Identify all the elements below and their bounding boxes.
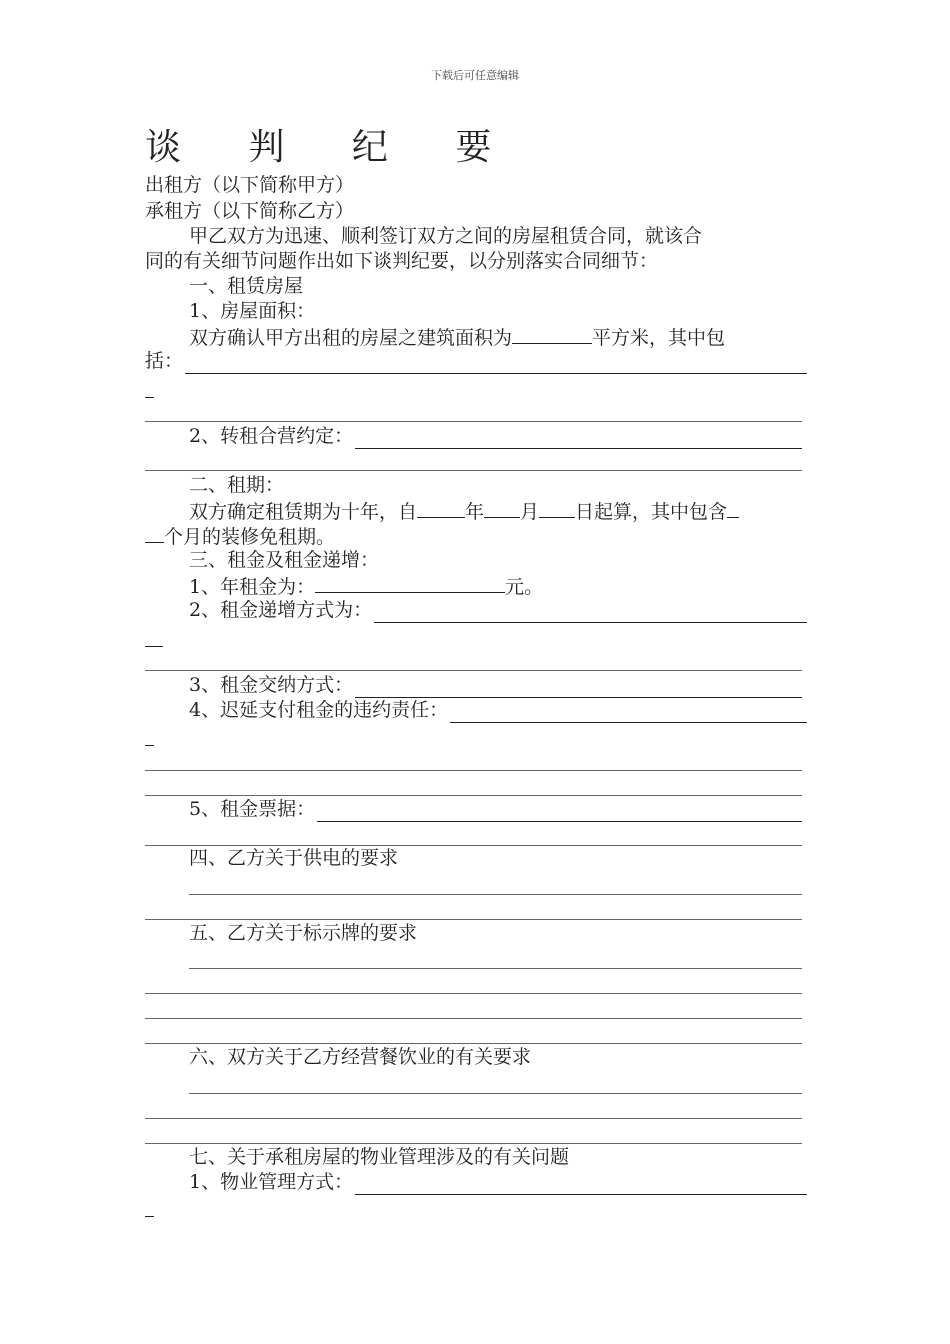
blank-line[interactable] [145, 470, 802, 471]
page-title: 谈 判 纪 要 [145, 127, 520, 168]
rent-receipt-label: 5、租金票据： [189, 798, 316, 820]
rent-payment-label: 3、租金交纳方式： [189, 674, 354, 696]
rent-payment-blank[interactable] [355, 678, 802, 698]
start-day-blank[interactable] [539, 498, 575, 518]
blank-line[interactable] [145, 993, 802, 994]
area-text-b: 平方米，其中包 [592, 327, 726, 349]
annual-rent-unit: 元。 [505, 576, 544, 598]
free-months-blank-start[interactable] [727, 498, 739, 518]
property-management-blank[interactable] [355, 1175, 807, 1195]
blank-line[interactable] [145, 421, 802, 422]
start-year-blank[interactable] [417, 498, 465, 518]
area-includes-blank[interactable] [185, 354, 807, 374]
intro-paragraph-line-2: 同的有关细节问题作出如下谈判纪要，以分别落实合同细节： [145, 250, 659, 272]
blank-line[interactable] [189, 968, 802, 969]
blank-line[interactable] [145, 1043, 802, 1044]
rent-payment-line [145, 673, 807, 698]
annual-rent-label: 1、年租金为： [189, 576, 316, 598]
term-paragraph [145, 498, 807, 523]
area-includes-line [145, 349, 807, 374]
blank-line[interactable] [145, 770, 802, 771]
free-months-blank[interactable] [145, 523, 164, 543]
blank-continuation [145, 1216, 154, 1217]
section-1-heading: 一、租赁房屋 [189, 275, 304, 297]
term-text-b: 个月的装修免租期。 [164, 526, 336, 548]
rent-receipt-line [145, 797, 807, 822]
intro-paragraph-line-1: 甲乙双方为迅速、顺利签订双方之间的房屋租赁合同，就该合 [189, 225, 703, 247]
property-management-label: 1、物业管理方式： [189, 1171, 354, 1193]
section-3-heading: 三、租金及租金递增： [189, 549, 380, 571]
rent-receipt-blank[interactable] [317, 802, 802, 822]
section-4-heading: 四、乙方关于供电的要求 [189, 847, 399, 869]
rent-increase-blank[interactable] [374, 603, 807, 623]
section-7-heading: 七、关于承租房屋的物业管理涉及的有关问题 [189, 1146, 570, 1168]
blank-line[interactable] [145, 795, 802, 796]
term-day: 日起算，其中包含 [575, 501, 728, 523]
late-payment-label: 4、迟延支付租金的违约责任： [189, 699, 449, 721]
blank-line[interactable] [145, 670, 802, 671]
lessor-line: 出租方（以下简称甲方） [145, 174, 355, 196]
area-paragraph [145, 324, 807, 349]
property-management-line [145, 1170, 807, 1195]
term-paragraph-line-2 [145, 523, 807, 548]
section-1-item-2-line [145, 424, 807, 449]
section-5-heading: 五、乙方关于标示牌的要求 [189, 922, 418, 944]
blank-line[interactable] [145, 919, 802, 920]
blank-line[interactable] [189, 1093, 802, 1094]
area-text-c: 括： [145, 350, 184, 372]
section-1-item-1-label: 1、房屋面积： [189, 300, 316, 322]
section-2-heading: 二、租期： [189, 474, 285, 496]
blank-continuation [145, 397, 154, 398]
area-blank[interactable] [512, 324, 592, 344]
term-year: 年 [465, 501, 485, 523]
section-6-heading: 六、双方关于乙方经营餐饮业的有关要求 [189, 1046, 532, 1068]
blank-continuation [145, 646, 163, 647]
lessee-line: 承租方（以下简称乙方） [145, 200, 355, 222]
blank-line[interactable] [145, 1118, 802, 1119]
blank-continuation [145, 745, 154, 746]
area-text-a: 双方确认甲方出租的房屋之建筑面积为 [189, 327, 513, 349]
start-month-blank[interactable] [484, 498, 520, 518]
page-header-note: 下载后可任意编辑 [431, 69, 519, 82]
blank-line[interactable] [145, 1143, 802, 1144]
annual-rent-line [145, 573, 807, 598]
rent-increase-label: 2、租金递增方式为： [189, 599, 373, 621]
rent-increase-line [145, 598, 807, 623]
annual-rent-blank[interactable] [315, 573, 505, 593]
blank-line[interactable] [145, 1018, 802, 1019]
late-payment-blank[interactable] [450, 703, 807, 723]
late-payment-line [145, 698, 807, 723]
term-month: 月 [520, 501, 540, 523]
sublease-blank[interactable] [355, 429, 802, 449]
sublease-label: 2、转租合营约定： [189, 425, 354, 447]
term-text-a: 双方确定租赁期为十年，自 [189, 501, 418, 523]
blank-line[interactable] [189, 894, 802, 895]
